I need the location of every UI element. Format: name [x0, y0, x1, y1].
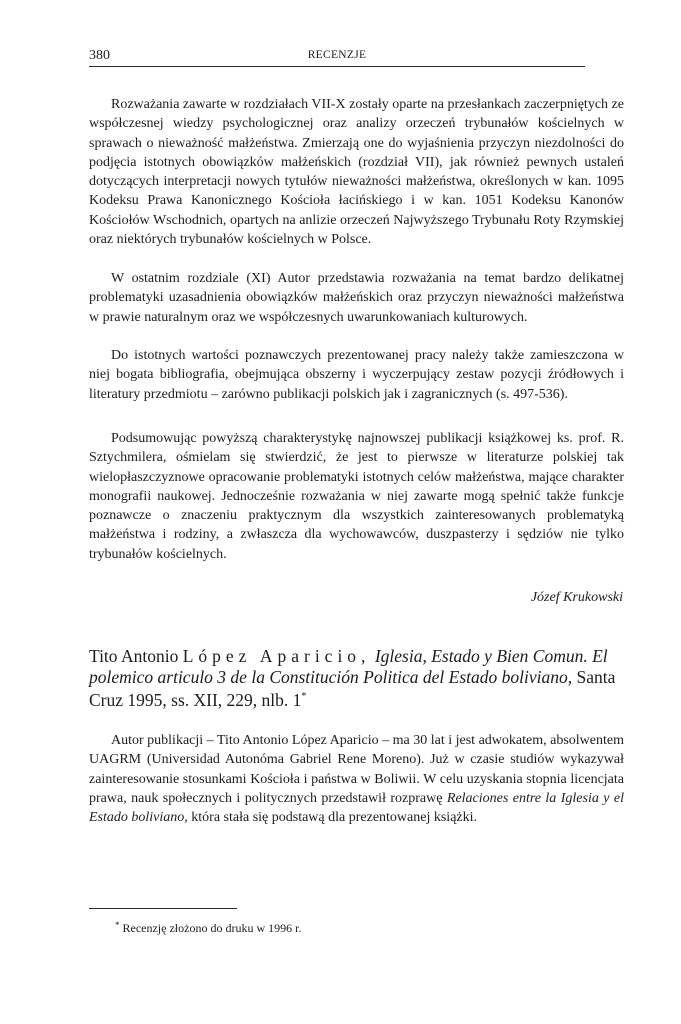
review1-paragraph-2: W ostatnim rozdziale (XI) Autor przedstawia rozważania na temat bardzo delikatnej problematyki uzasadnienia obowiązków małżeńskich oraz przyczyn nieważności małżeństwa w prawie naturalnym oraz we współczesnych uwarunkowaniach kulturowych.: [89, 271, 624, 325]
book-author-last: López Aparicio,: [182, 646, 371, 666]
footnote-mark: *: [115, 920, 120, 930]
reviewer-signature: Józef Krukowski: [530, 590, 623, 605]
review1-paragraph-4: Podsumowując powyższą charakterystykę najnowszej publikacji książkowej ks. prof. R. Sztychmilera, ośmielam się stwierdzić, że jest to pierwsze w literaturze polskiej tak wielopłaszczyznowe opracowanie problematyki istotnych celów małżeństwa, mające charakter monografii naukowej. Jednocześnie rozważania w niej zawarte mogą spełnić także funkcje poznawcze o znaczeniu praktycznym dla wszystkich zainteresowanych problematyką małżeństwa i rodziny, a zwłaszcza dla wychowawców, duszpasterzy i sędziów nie tylko trybunałów kościelnych.: [89, 431, 624, 562]
header-rule: [89, 66, 585, 67]
book-details: Santa Cruz 1995, ss. XII, 229, nlb. 1: [89, 666, 616, 710]
review2-text-part2: która stała się podstawą dla prezentowanej książki.: [191, 810, 478, 826]
bibliographic-heading: [89, 646, 624, 710]
footnote: [115, 918, 301, 936]
review2-text-part1: Autor publikacji – Tito Antonio López Aparicio – ma 30 lat i jest adwokatem, absolwentem UAGRM (Universidad Autonóma Gabriel Rene Moreno). Już w czasie studiów wykazywał zainteresowanie stosunkami Kościoła i państwa w Boliwii. W celu uzyskania stopnia licencjata prawa, nauk społecznych i politycznych przedstawił rozprawę: [89, 733, 624, 806]
book-title: Iglesia, Estado y Bien Comun. El polemico articulo 3 de la Constitución Politica del Estado boliviano,: [89, 646, 608, 687]
footnote-rule: [89, 908, 237, 909]
running-title: RECENZJE: [307, 49, 367, 61]
footnote-text: Recenzję złożono do druku w 1996 r.: [122, 921, 302, 935]
review1-paragraph-1: Rozważania zawarte w rozdziałach VII-X zostały oparte na przesłankach zaczerpniętych ze współczesnej wiedzy psychologicznej oraz analizy orzeczeń trybunałów kościelnych w sprawach o nieważność małżeństwa. Zmierzają one do wyjaśnienia przyczyn niezdolności do podjęcia istotnych obowiązków małżeńskich (rozdział VII), jak również pewnych ustaleń dotyczących interpretacji nowych tytułów nieważności małżeństwa, określonych w kan. 1095 Kodeksu Prawa Kanonicznego Kościoła łacińskiego i w kan. 1051 Kodeksu Kanonów Kościołów Wschodnich, opartych na anlizie orzeczeń Najwyższego Trybunału Roty Rzymskiej oraz niektórych trybunałów kościelnych w Polsce.: [89, 97, 624, 248]
review2-cited-title: Relaciones entre la Iglesia y el Estado boliviano,: [89, 790, 625, 826]
page-number: 380: [89, 48, 110, 63]
page-header: [89, 48, 585, 70]
review1-paragraph-3: Do istotnych wartości poznawczych prezentowanej pracy należy także zamieszczona w niej bogata bibliografia, obejmująca obszerny i wyczerpujący zestaw pozycji źródłowych i literatury przedmiotu – zarówno publikacji polskich jak i zagranicznych (s. 497-536).: [89, 348, 624, 402]
review2-paragraph-1: [89, 731, 624, 827]
book-author-first: Tito Antonio: [89, 646, 179, 666]
footnote-reference: *: [301, 691, 307, 702]
